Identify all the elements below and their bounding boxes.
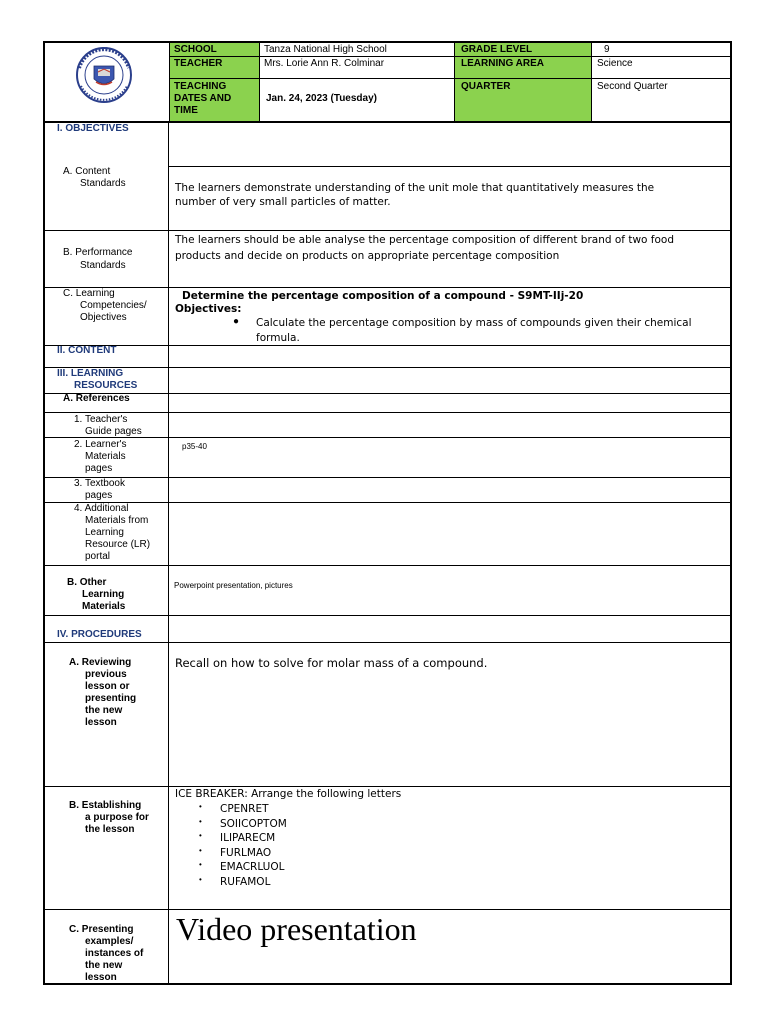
teacher-value: Mrs. Lorie Ann R. Colminar xyxy=(264,58,385,69)
review-label-1: A. Reviewing xyxy=(69,657,132,668)
competencies-text: Determine the percentage composition of a compound - S9MT-IIj-20 xyxy=(182,290,584,302)
dates-label-line-3: TIME xyxy=(174,105,198,116)
lm-label-1: 2. Learner's xyxy=(74,439,127,450)
rule xyxy=(43,437,732,438)
rule xyxy=(43,565,732,566)
review-label-6: lesson xyxy=(85,717,117,728)
rule xyxy=(43,230,732,231)
grade-value: 9 xyxy=(604,44,610,55)
presenting-label-4: the new xyxy=(85,960,123,971)
performance-label-1: B. Performance xyxy=(63,247,133,258)
bullet-dot: • xyxy=(199,802,202,811)
review-label-5: the new xyxy=(85,705,123,716)
am-label-2: Materials from xyxy=(85,515,149,526)
rule xyxy=(43,477,732,478)
grade-label: GRADE LEVEL xyxy=(461,44,533,55)
objectives-heading: Objectives: xyxy=(175,303,242,315)
review-label-4: presenting xyxy=(85,693,137,704)
rule xyxy=(43,642,732,643)
bullet-dot: • xyxy=(199,831,202,841)
section-content: II. CONTENT xyxy=(57,345,117,356)
other-label-2: Learning xyxy=(82,589,125,600)
rule xyxy=(43,41,732,43)
scrambled-word: RUFAMOL xyxy=(220,876,271,888)
school-label: SCHOOL xyxy=(174,44,217,55)
rule xyxy=(259,41,260,121)
tb-label-2: pages xyxy=(85,490,113,501)
school-value: Tanza National High School xyxy=(264,44,387,55)
review-text: Recall on how to solve for molar mass of a compound. xyxy=(175,656,488,670)
rule xyxy=(168,166,732,167)
teacher-label: TEACHER xyxy=(174,58,223,69)
presenting-label-2: examples/ xyxy=(85,936,134,947)
competencies-label-2: Competencies/ xyxy=(80,300,147,311)
am-label-1: 4. Additional xyxy=(74,503,129,514)
content-standards-text-2: number of very small particles of matter. xyxy=(175,196,391,208)
rule xyxy=(43,615,732,616)
lm-label-3: pages xyxy=(85,463,113,474)
performance-text-1: The learners should be able analyse the percentage composition of different brand of two food xyxy=(175,234,675,246)
dates-label-line-1: TEACHING xyxy=(174,81,227,92)
bullet-dot: ● xyxy=(233,316,240,327)
purpose-label-1: B. Establishing xyxy=(69,800,142,811)
objective-item-1: Calculate the percentage composition by mass of compounds given their chemical xyxy=(256,317,692,329)
rule xyxy=(169,41,170,121)
dates-value: Jan. 24, 2023 (Tuesday) xyxy=(266,93,377,104)
rule xyxy=(43,983,732,985)
content-standards-text-1: The learners demonstrate understanding of the unit mole that quantitatively measures the xyxy=(175,182,655,194)
presenting-label-1: C. Presenting xyxy=(69,924,134,935)
rule xyxy=(43,287,732,288)
icebreaker-text: ICE BREAKER: Arrange the following letters xyxy=(175,788,402,800)
bullet-dot: • xyxy=(199,816,202,826)
review-label-3: lesson or xyxy=(85,681,130,692)
rule xyxy=(43,345,732,346)
purpose-label-2: a purpose for xyxy=(85,812,149,823)
purpose-label-3: the lesson xyxy=(85,824,135,835)
presenting-label-5: lesson xyxy=(85,972,117,983)
rule xyxy=(454,41,455,121)
scrambled-word: CPENRET xyxy=(220,803,269,815)
lm-label-2: Materials xyxy=(85,451,126,462)
lesson-plan-page xyxy=(43,41,732,985)
area-value: Science xyxy=(597,58,633,69)
rule xyxy=(43,502,732,503)
bullet-dot: • xyxy=(199,860,202,870)
other-label-3: Materials xyxy=(82,601,126,612)
bullet-dot: • xyxy=(199,845,202,855)
review-label-2: previous xyxy=(85,669,127,680)
lm-value: p35-40 xyxy=(182,442,207,451)
scrambled-word: SOIICOPTOM xyxy=(220,817,287,830)
competencies-label-1: C. Learning xyxy=(63,288,115,299)
am-label-3: Learning xyxy=(85,527,124,538)
section-objectives: I. OBJECTIVES xyxy=(57,123,129,134)
am-label-5: portal xyxy=(85,551,111,562)
rule xyxy=(43,393,732,394)
rule xyxy=(169,56,732,57)
tg-label-2: Guide pages xyxy=(85,426,142,437)
quarter-value: Second Quarter xyxy=(597,81,668,92)
tb-label-1: 3. Textbook xyxy=(74,478,125,489)
rule xyxy=(43,412,732,413)
content-standards-label-2: Standards xyxy=(80,178,126,189)
competencies-label-3: Objectives xyxy=(80,312,127,323)
column-divider xyxy=(168,123,169,985)
deped-seal-logo xyxy=(67,46,141,104)
rule xyxy=(43,367,732,368)
rule xyxy=(43,909,732,910)
tg-label-1: 1. Teacher's xyxy=(74,414,128,425)
section-resources-2: RESOURCES xyxy=(74,380,138,391)
scrambled-word: EMACRLUOL xyxy=(220,861,285,874)
performance-text-2: products and decide on products on appropriate percentage composition xyxy=(175,250,560,262)
bullet-dot: • xyxy=(199,875,202,884)
area-label: LEARNING AREA xyxy=(461,58,544,69)
performance-label-2: Standards xyxy=(80,260,126,271)
section-procedures: IV. PROCEDURES xyxy=(57,629,142,640)
other-value: Powerpoint presentation, pictures xyxy=(174,581,293,590)
presenting-text: Video presentation xyxy=(176,911,417,947)
rule xyxy=(591,41,592,121)
scrambled-word: ILIPARECM xyxy=(220,832,276,845)
section-resources-1: III. LEARNING xyxy=(57,368,124,379)
scrambled-word: FURLMAO xyxy=(220,846,272,859)
content-standards-label-1: A. Content xyxy=(63,166,111,177)
am-label-4: Resource (LR) xyxy=(85,539,151,550)
rule xyxy=(43,121,732,123)
dates-label-line-2: DATES AND xyxy=(174,93,232,104)
references-label: A. References xyxy=(63,393,130,404)
quarter-label: QUARTER xyxy=(461,81,511,92)
other-label-1: B. Other xyxy=(67,577,107,588)
rule xyxy=(169,78,732,79)
presenting-label-3: instances of xyxy=(85,948,144,959)
objective-item-2: formula. xyxy=(256,332,300,344)
